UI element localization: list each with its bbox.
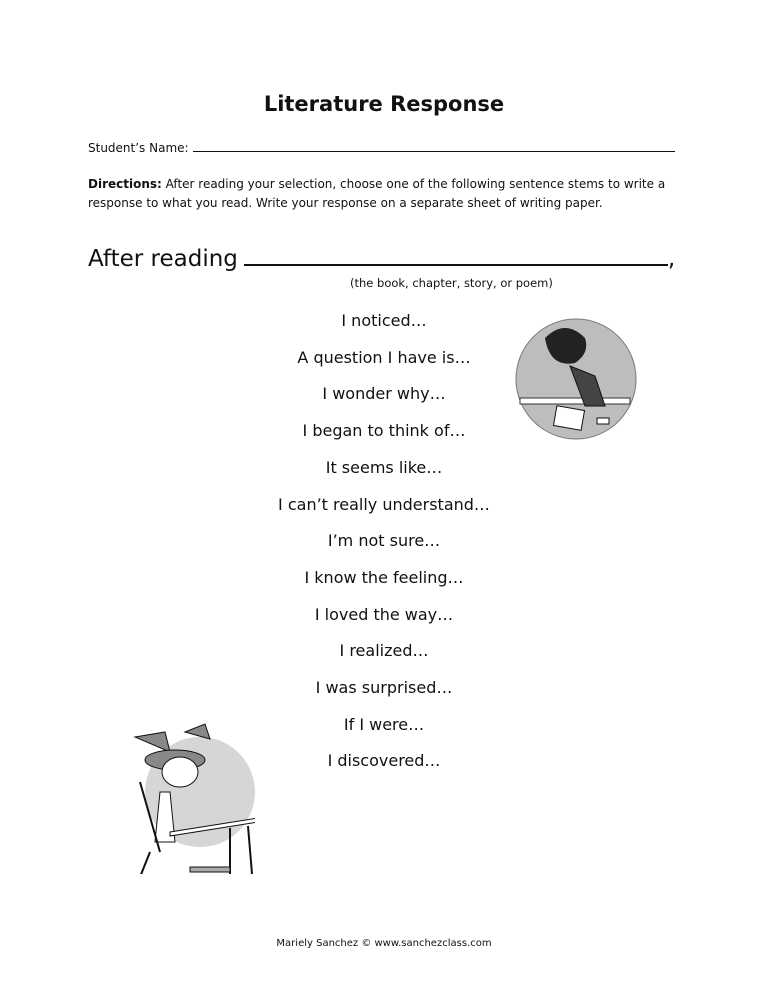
after-reading-row — [88, 242, 675, 272]
sentence-stem: I know the feeling… — [304, 567, 464, 587]
directions — [88, 175, 688, 213]
sentence-stem: It seems like… — [325, 457, 443, 477]
sentence-stem: I realized… — [339, 641, 429, 661]
boy-writing-illustration — [515, 318, 640, 443]
sentence-stem: I was surprised… — [315, 678, 453, 697]
footer-credit: Mariely Sanchez © www.sanchezclass.com — [276, 938, 492, 949]
student-name-line[interactable] — [193, 139, 675, 152]
student-name-row — [88, 139, 675, 155]
sentence-stem: I discovered… — [327, 751, 441, 771]
comma: , — [667, 246, 676, 272]
blank-hint: (the book, chapter, story, or poem) — [350, 276, 553, 290]
after-reading-label: After reading — [88, 246, 238, 272]
page-title: Literature Response — [263, 92, 505, 116]
sentence-stem: I’m not sure… — [327, 531, 441, 551]
student-name-label: Student’s Name: — [88, 141, 189, 155]
directions-label: Directions: — [88, 177, 162, 191]
sentence-stem: I wonder why… — [322, 384, 446, 404]
sentence-stem: I can’t really understand… — [278, 494, 490, 514]
sentence-stem: I loved the way… — [314, 604, 454, 624]
sentence-stem: A question I have is… — [297, 347, 471, 367]
sentence-stem: If I were… — [343, 714, 425, 734]
sentence-stem: I noticed… — [341, 311, 427, 330]
sentence-stem: I began to think of… — [302, 421, 466, 441]
directions-text: After reading your selection, choose one of the following sentence stems to write a response to what you read. Write your response on a separate sheet of writing paper. — [88, 177, 666, 210]
title-blank-line[interactable] — [244, 242, 668, 266]
girl-writing-illustration — [130, 722, 255, 874]
